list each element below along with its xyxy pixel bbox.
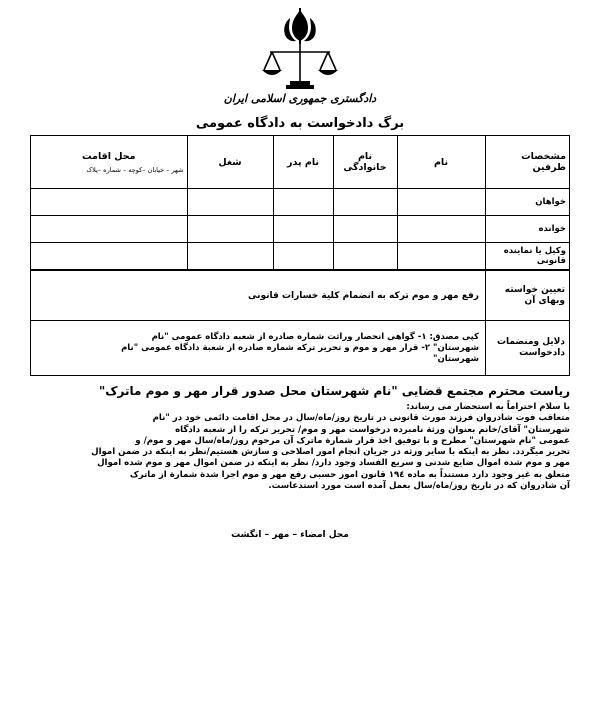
attorney-occupation-cell[interactable] (187, 243, 273, 270)
defendant-residence-cell[interactable] (31, 216, 187, 243)
letter-body-line: تحریر میگردد. نظر به اینکه با سایر ورثه در جریان انجام امور اصلاحی و سازش هستیم/نظر به اینکه در ضمن اموال (91, 447, 570, 458)
col-residence (31, 136, 187, 189)
col-party-spec: مشخصات طرفین (485, 136, 569, 189)
evidence-line: شهرستان" ۲- قرار مهر و موم و تحریر ترکه شماره صادره از شعبة دادگاه عمومی "نام (121, 342, 479, 353)
row-label-attorney: وکیل یا نماینده قانونی (485, 243, 569, 270)
signature-place: محل امضاء – مهر – انگشت (231, 530, 349, 540)
evidence-line: شهرستان" (433, 353, 479, 364)
letter-body-line: آن شادروان که در تاریخ روز/ماه/سال بعمل آمده است مورد استدعاست. (268, 481, 570, 492)
letter-greeting: با سلام احتراماً به استحضار می رساند: (406, 402, 570, 412)
col-father-name: نام پدر (273, 136, 333, 189)
evidence-label: دلایل ومنضمات دادخواست (485, 321, 569, 375)
parties-table (31, 136, 569, 270)
letter-body-line: مهر و موم شده اموال ضایع شدنی و سریع الفساد وجود دارد/ نظر به اینکه در ضمن اموال مهر و موم شده اموال (97, 458, 570, 469)
form-title: برگ دادخواست به دادگاه عمومی (195, 116, 405, 131)
plaintiff-first-name-cell[interactable] (397, 189, 485, 216)
defendant-occupation-cell[interactable] (187, 216, 273, 243)
col-residence-sub: شهر – خیابان –کوچه – شماره –پلاک (86, 165, 184, 174)
table-row (31, 189, 569, 216)
evidence-value[interactable] (37, 321, 479, 375)
attorney-first-name-cell[interactable] (397, 243, 485, 270)
petition-letter (30, 384, 570, 492)
row-label-plaintiff: خواهان (485, 189, 569, 216)
judiciary-emblem (0, 8, 600, 92)
claim-section (31, 270, 569, 320)
letter-addressee: ریاست محترم مجتمع قضایی "نام شهرستان محل صدور قرار مهر و موم ماترک" (98, 384, 570, 398)
evidence-section (31, 320, 569, 375)
attorney-residence-cell[interactable] (31, 243, 187, 270)
col-last-name: نام خانوادگی (333, 136, 397, 189)
plaintiff-residence-cell[interactable] (31, 189, 187, 216)
scales-of-justice-icon (252, 8, 348, 92)
col-first-name: نام (397, 136, 485, 189)
col-residence-label: محل اقامت (82, 150, 136, 162)
defendant-father-name-cell[interactable] (273, 216, 333, 243)
defendant-first-name-cell[interactable] (397, 216, 485, 243)
defendant-last-name-cell[interactable] (333, 216, 397, 243)
row-label-defendant: خوانده (485, 216, 569, 243)
claim-label: تعیین خواسته وبهای آن (485, 271, 569, 320)
letter-body-line: متعاقب فوت شادروان فرزند مورث قانونی در تاریخ روز/ماه/سال در محل اقامت دائمی خود در "نام (152, 413, 570, 424)
letter-body-line: متعلق به غیر وجود دارد مستنداً به ماده ۱۹٤ قانون امور حسبی رفع مهر و موم اجرا شدة شمارة از ماترک (129, 469, 570, 480)
parties-header-row (31, 136, 569, 189)
claim-value[interactable]: رفع مهر و موم ترکه به انضمام کلیة خسارات قانونی (248, 290, 479, 301)
letter-body-line: عمومی "نام شهرستان" مطرح و با توفیق اخذ قرار شمارة ماترک آن مرحوم روز/ماه/سال مهر و موم/ و (135, 435, 570, 446)
table-row (31, 243, 569, 270)
petition-form (30, 135, 570, 376)
letter-body-line: شهرستان" آقای/خانم بعنوان ورثة نامبرده درخواست مهر و موم/ تحریر ترکه را از شعبه دادگاه (175, 424, 570, 435)
evidence-line: کپی مصدق: ۱- گواهی انحصار وراثت شماره صادره از شعبه دادگاه عمومی "نام (151, 331, 479, 342)
plaintiff-father-name-cell[interactable] (273, 189, 333, 216)
col-occupation: شغل (187, 136, 273, 189)
table-row (31, 216, 569, 243)
plaintiff-last-name-cell[interactable] (333, 189, 397, 216)
plaintiff-occupation-cell[interactable] (187, 189, 273, 216)
attorney-father-name-cell[interactable] (273, 243, 333, 270)
judiciary-name: دادگستری جمهوری اسلامی ایران (223, 92, 377, 105)
attorney-last-name-cell[interactable] (333, 243, 397, 270)
